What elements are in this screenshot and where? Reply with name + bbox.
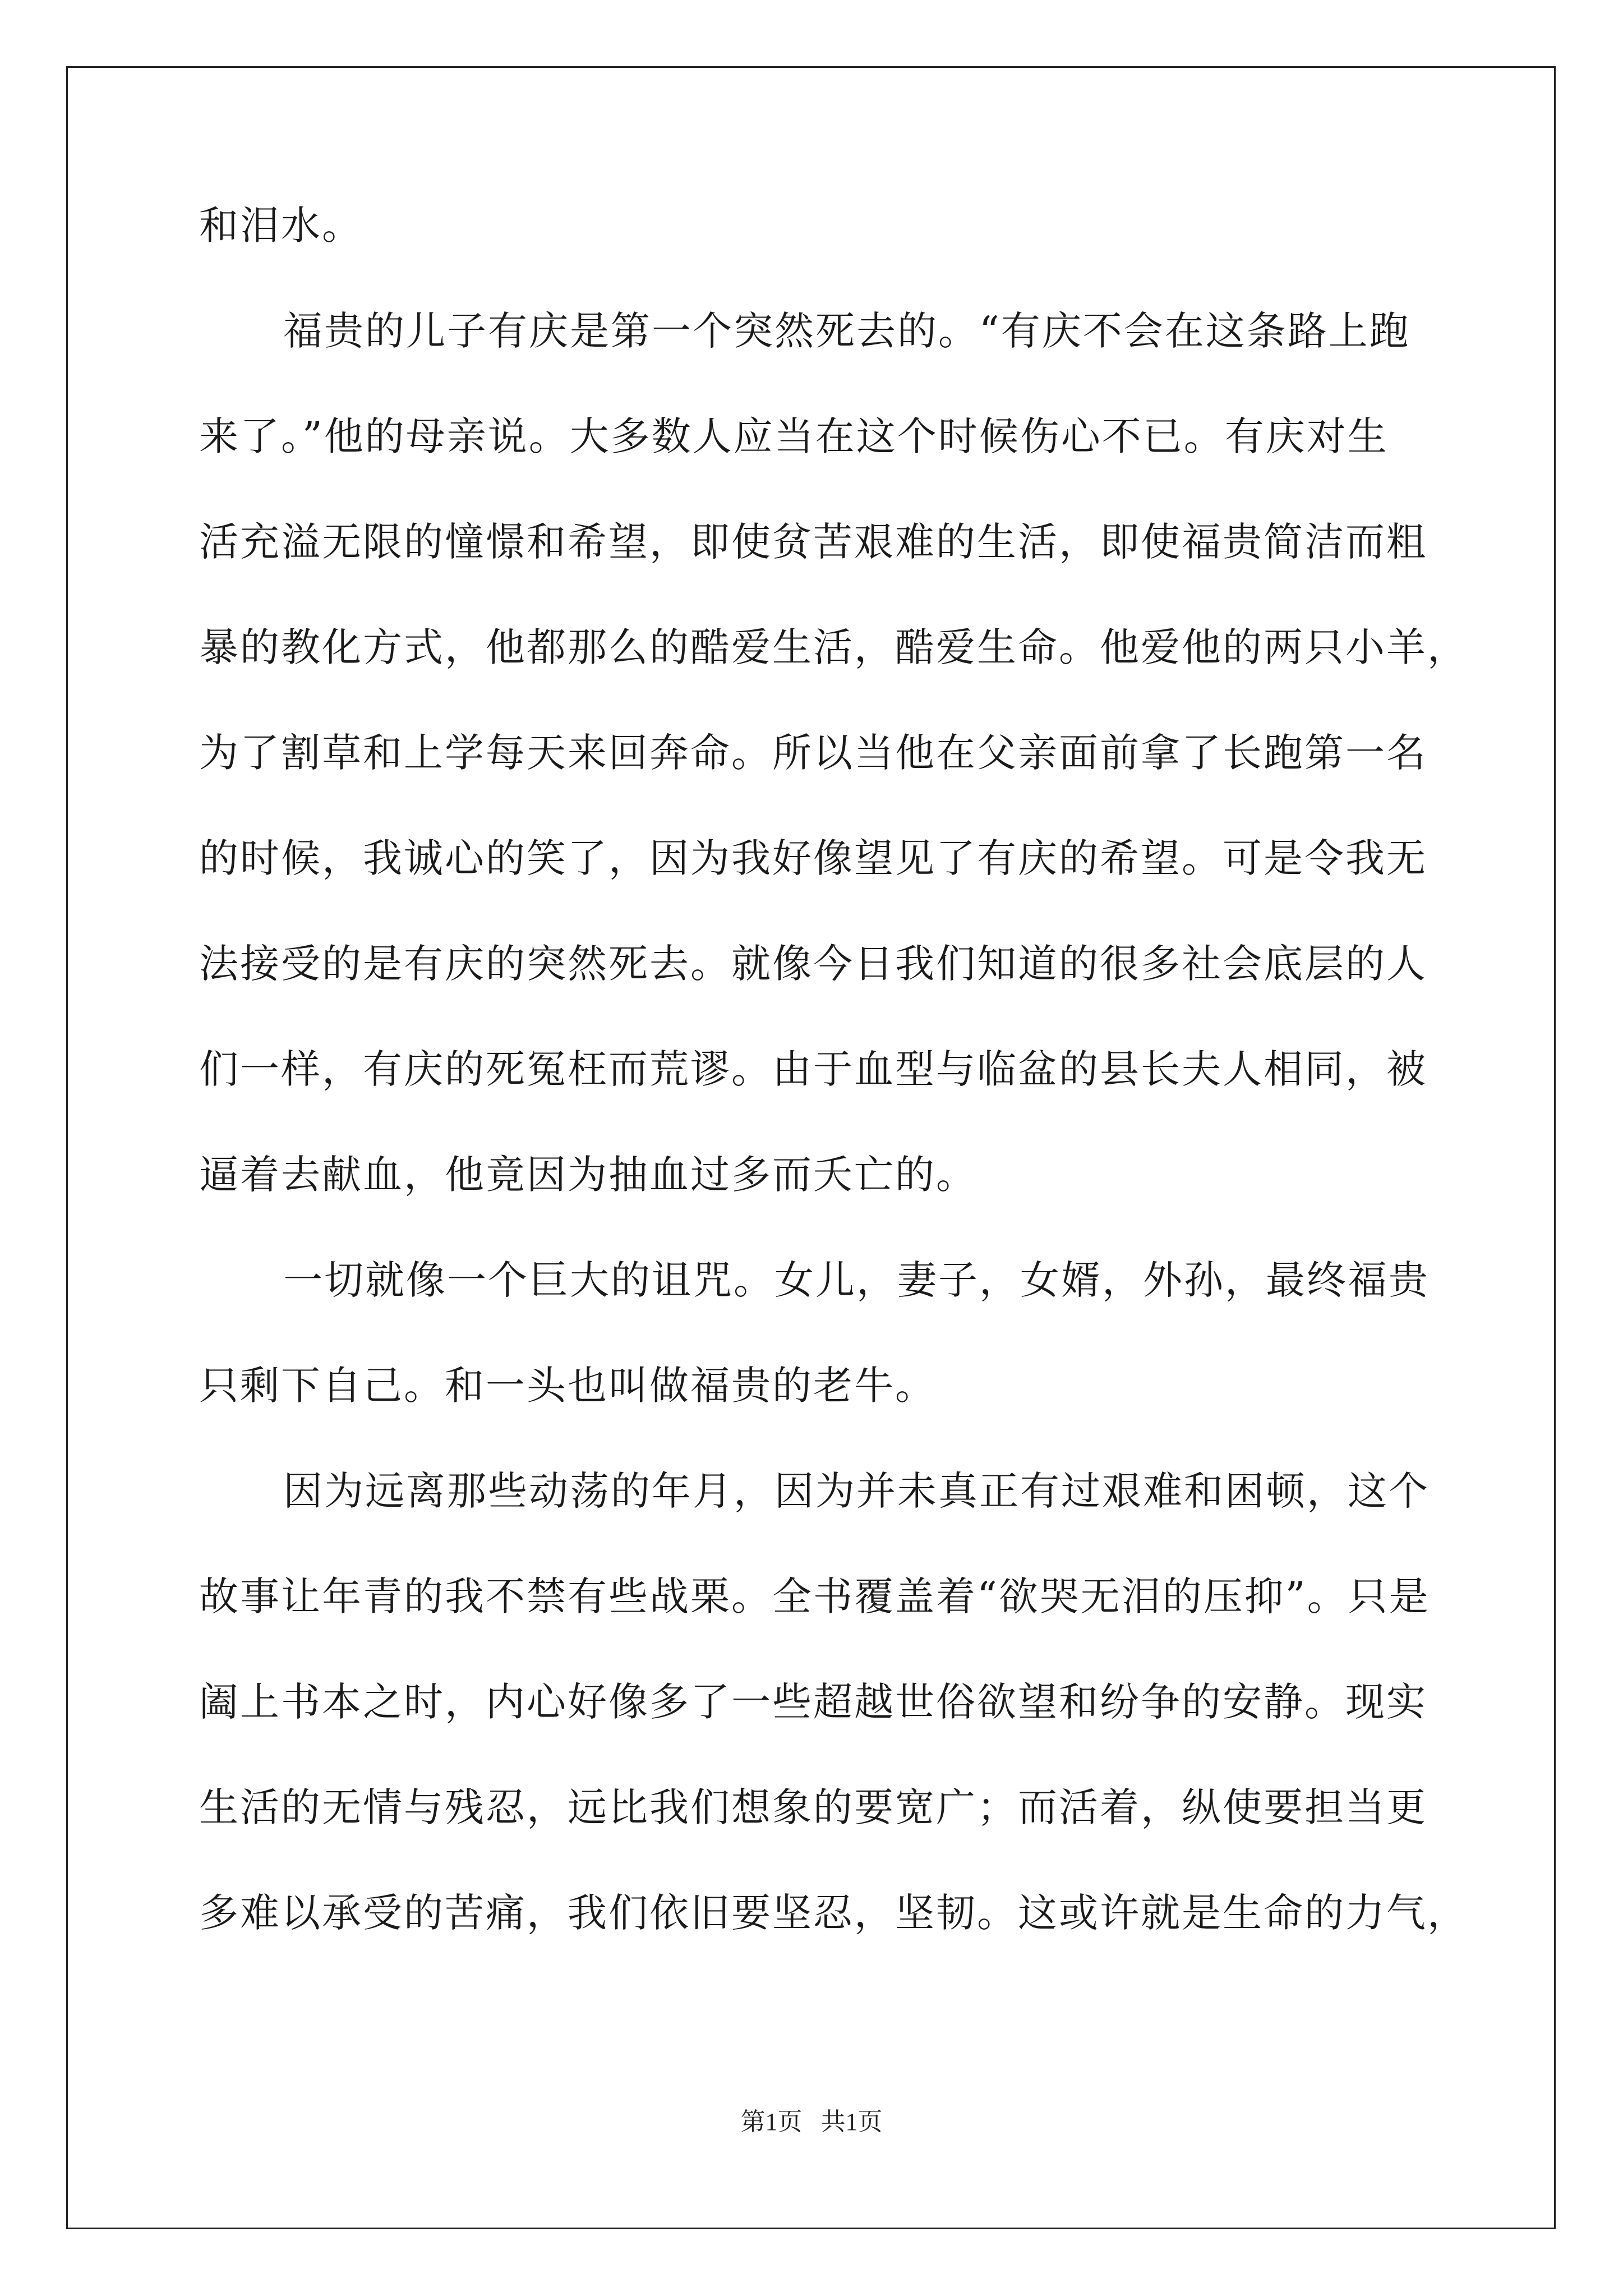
paragraph-line: 故事让年青的我不禁有些战栗。全书覆盖着“欲哭无泪的压抑”。只是 — [199, 1573, 1430, 1619]
paragraph-line: 的时候，我诚心的笑了，因为我好像望见了有庆的希望。可是令我无 — [199, 835, 1427, 881]
page-total: 共1页 — [820, 2108, 883, 2136]
page-number: 第1页 — [740, 2108, 803, 2136]
paragraph-first-line: 福贵的儿子有庆是第一个突然死去的。“有庆不会在这条路上跑 — [283, 308, 1410, 354]
paragraph-line: 和泪水。 — [199, 203, 363, 249]
paragraph-first-line: 一切就像一个巨大的诅咒。女儿，妻子，女婿，外孙，最终福贵 — [283, 1257, 1430, 1303]
paragraph-line: 只剩下自己。和一头也叫做福贵的老牛。 — [199, 1363, 936, 1409]
paragraph-line: 为了割草和上学每天来回奔命。所以当他在父亲面前拿了长跑第一名 — [199, 730, 1427, 776]
paragraph-first-line: 因为远离那些动荡的年月，因为并未真正有过艰难和困顿，这个 — [283, 1468, 1430, 1514]
paragraph-line: 们一样，有庆的死冤枉而荒谬。由于血型与临盆的县长夫人相同，被 — [199, 1046, 1427, 1092]
page-footer — [0, 2105, 1623, 2139]
footer-spacer — [803, 2108, 821, 2136]
paragraph-line: 生活的无情与残忍，远比我们想象的要宽广；而活着，纵使要担当更 — [199, 1784, 1427, 1830]
paragraph-line: 活充溢无限的憧憬和希望，即使贫苦艰难的生活，即使福贵简洁而粗 — [199, 519, 1427, 565]
paragraph-line: 暴的教化方式，他都那么的酷爱生活，酷爱生命。他爱他的两只小羊， — [199, 624, 1468, 670]
paragraph-line: 逼着去献血，他竟因为抽血过多而夭亡的。 — [199, 1152, 977, 1198]
paragraph-line: 法接受的是有庆的突然死去。就像今日我们知道的很多社会底层的人 — [199, 941, 1427, 987]
paragraph-line: 阖上书本之时，内心好像多了一些超越世俗欲望和纷争的安静。现实 — [199, 1679, 1427, 1725]
paragraph-line: 来了。”他的母亲说。大多数人应当在这个时候伤心不已。有庆对生 — [199, 413, 1389, 459]
paragraph-line: 多难以承受的苦痛，我们依旧要坚忍，坚韧。这或许就是生命的力气， — [199, 1890, 1468, 1936]
